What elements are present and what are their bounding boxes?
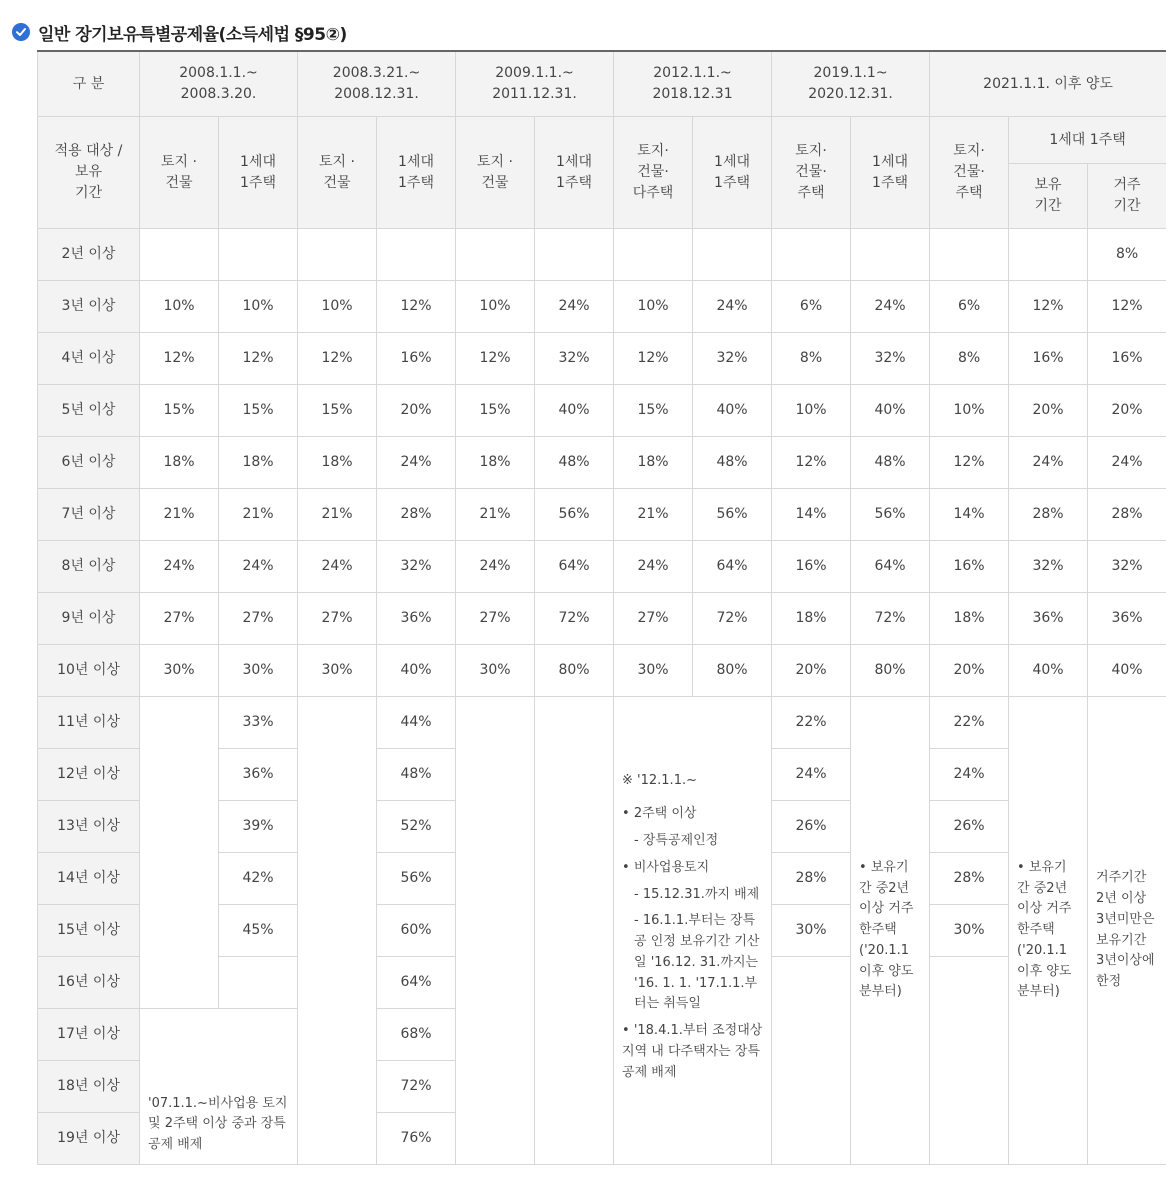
rate-cell: 14% [772, 489, 851, 541]
rate-cell: 10% [614, 281, 693, 333]
rate-cell: 16% [930, 541, 1009, 593]
rate-cell: 18% [140, 437, 219, 489]
rate-cell: 24% [140, 541, 219, 593]
header-row-label: 적용 대상 / 보유 기간 [38, 117, 140, 229]
rate-cell: 72% [693, 593, 772, 645]
rate-cell: 56% [693, 489, 772, 541]
rate-cell: 27% [140, 593, 219, 645]
rate-cell: 20% [930, 645, 1009, 697]
header-p4-land: 토지· 건물· 다주택 [614, 117, 693, 229]
empty-cell [140, 697, 219, 1009]
row-label: 8년 이상 [38, 541, 140, 593]
rate-cell: 24% [535, 281, 614, 333]
rate-cell: 56% [851, 489, 930, 541]
rate-cell: 80% [851, 645, 930, 697]
row-label: 16년 이상 [38, 957, 140, 1009]
header-gubun: 구 분 [38, 51, 140, 117]
rate-cell: 30% [614, 645, 693, 697]
rate-cell: 20% [772, 645, 851, 697]
rate-cell: 24% [456, 541, 535, 593]
rate-cell: 39% [219, 801, 298, 853]
rate-cell: 18% [614, 437, 693, 489]
rate-cell: 16% [772, 541, 851, 593]
table-row [38, 229, 1167, 281]
rate-cell: 12% [219, 333, 298, 385]
rate-cell: 28% [1009, 489, 1088, 541]
rate-cell [1009, 229, 1088, 281]
rate-cell: 18% [219, 437, 298, 489]
rate-cell: 15% [298, 385, 377, 437]
table-row [38, 541, 1167, 593]
rate-cell: 32% [693, 333, 772, 385]
rate-cell: 30% [772, 905, 851, 957]
rate-cell [219, 229, 298, 281]
rate-cell: 21% [219, 489, 298, 541]
note-p6-hold: • 보유기간 중2년 이상 거주 한주택 ('20.1.1 이후 양도분부터) [1009, 697, 1088, 1165]
rate-cell [377, 229, 456, 281]
rate-cell [456, 229, 535, 281]
header-p1-land: 토지 · 건물 [140, 117, 219, 229]
rate-cell: 64% [377, 957, 456, 1009]
header-p2-land: 토지 · 건물 [298, 117, 377, 229]
row-label: 17년 이상 [38, 1009, 140, 1061]
rate-cell: 10% [298, 281, 377, 333]
rate-cell: 18% [456, 437, 535, 489]
row-label: 15년 이상 [38, 905, 140, 957]
rate-cell: 10% [140, 281, 219, 333]
table-row [38, 489, 1167, 541]
header-period-2008-1: 2008.1.1.~ 2008.3.20. [140, 51, 298, 117]
rate-cell: 18% [298, 437, 377, 489]
check-circle-icon [12, 23, 30, 41]
rate-cell: 48% [693, 437, 772, 489]
row-label: 11년 이상 [38, 697, 140, 749]
section-title [12, 18, 347, 46]
rate-cell: 8% [1088, 229, 1166, 281]
table-row [38, 385, 1167, 437]
header-p6-hold: 보유 기간 [1009, 164, 1088, 229]
header-period-2009: 2009.1.1.~ 2011.12.31. [456, 51, 614, 117]
rate-cell: 36% [1088, 593, 1166, 645]
rate-cell: 72% [851, 593, 930, 645]
rate-cell: 16% [1088, 333, 1166, 385]
header-p2-house: 1세대 1주택 [377, 117, 456, 229]
rate-cell: 36% [377, 593, 456, 645]
rate-cell: 12% [298, 333, 377, 385]
rate-cell: 8% [930, 333, 1009, 385]
header-p6-reside: 거주 기간 [1088, 164, 1166, 229]
rate-cell: 56% [535, 489, 614, 541]
header-period-2021: 2021.1.1. 이후 양도 [930, 51, 1166, 117]
rate-cell: 24% [772, 749, 851, 801]
note-p4-item: • '18.4.1.부터 조정대상지역 내 다주택자는 장특공제 배제 [622, 1023, 763, 1080]
header-p3-land: 토지 · 건물 [456, 117, 535, 229]
rate-cell: 36% [1009, 593, 1088, 645]
rate-cell: 28% [930, 853, 1009, 905]
rate-cell: 12% [140, 333, 219, 385]
rate-cell: 22% [930, 697, 1009, 749]
rate-cell: 30% [456, 645, 535, 697]
rate-cell: 24% [377, 437, 456, 489]
row-label: 5년 이상 [38, 385, 140, 437]
rate-cell: 40% [851, 385, 930, 437]
rate-cell: 18% [930, 593, 1009, 645]
note-p4-item: • 2주택 이상 [622, 806, 697, 822]
rate-cell: 30% [930, 905, 1009, 957]
rate-cell: 12% [772, 437, 851, 489]
rate-cell: 32% [851, 333, 930, 385]
note-p4-list [622, 804, 763, 1084]
header-p5-house: 1세대 1주택 [851, 117, 930, 229]
row-label: 6년 이상 [38, 437, 140, 489]
rate-cell: 15% [614, 385, 693, 437]
rate-cell: 10% [930, 385, 1009, 437]
rate-cell: 32% [1088, 541, 1166, 593]
rate-cell [772, 229, 851, 281]
note-p4-item: - 15.12.31.까지 배제 [634, 886, 760, 902]
rate-cell [219, 957, 298, 1009]
rate-cell: 24% [219, 541, 298, 593]
note-p6-reside: 거주기간 2년 이상 3년미만은 보유기간 3년이상에 한정 [1088, 697, 1166, 1165]
rate-cell: 40% [1009, 645, 1088, 697]
rate-cell: 33% [219, 697, 298, 749]
rate-cell: 15% [140, 385, 219, 437]
rate-cell: 24% [298, 541, 377, 593]
rate-cell: 80% [693, 645, 772, 697]
header-row-periods [38, 51, 1167, 117]
header-period-2008-2: 2008.3.21.~ 2008.12.31. [298, 51, 456, 117]
rate-cell [535, 229, 614, 281]
deduction-rate-table-container [37, 50, 1166, 1166]
rate-cell: 6% [930, 281, 1009, 333]
rate-cell: 32% [377, 541, 456, 593]
rate-cell: 24% [1009, 437, 1088, 489]
rate-cell: 64% [535, 541, 614, 593]
note-p4-item: • 비사업용토지 [622, 859, 710, 875]
rate-cell: 24% [693, 281, 772, 333]
rate-cell: 26% [772, 801, 851, 853]
rate-cell: 40% [1088, 645, 1166, 697]
rate-cell: 76% [377, 1113, 456, 1165]
note-p4-head: ※ '12.1.1.~ [622, 773, 697, 789]
rate-cell: 21% [614, 489, 693, 541]
table-row [38, 697, 1167, 749]
rate-cell [851, 229, 930, 281]
rate-cell: 80% [535, 645, 614, 697]
row-label: 13년 이상 [38, 801, 140, 853]
rate-cell: 18% [772, 593, 851, 645]
rate-cell: 21% [456, 489, 535, 541]
rate-cell: 24% [930, 749, 1009, 801]
rate-cell: 48% [851, 437, 930, 489]
rate-cell: 48% [535, 437, 614, 489]
rate-cell [693, 229, 772, 281]
rate-cell: 10% [772, 385, 851, 437]
rate-cell: 30% [298, 645, 377, 697]
rate-cell: 36% [219, 749, 298, 801]
rate-cell: 56% [377, 853, 456, 905]
header-p5-land: 토지· 건물· 주택 [772, 117, 851, 229]
rate-cell: 6% [772, 281, 851, 333]
rate-cell: 28% [772, 853, 851, 905]
row-label: 14년 이상 [38, 853, 140, 905]
header-p3-house: 1세대 1주택 [535, 117, 614, 229]
rate-cell: 30% [140, 645, 219, 697]
rate-cell: 44% [377, 697, 456, 749]
rate-cell: 40% [693, 385, 772, 437]
rate-cell: 40% [535, 385, 614, 437]
rate-cell: 15% [219, 385, 298, 437]
row-label: 18년 이상 [38, 1061, 140, 1113]
rate-cell: 12% [456, 333, 535, 385]
rate-cell: 20% [377, 385, 456, 437]
rate-cell: 16% [377, 333, 456, 385]
rate-cell: 10% [456, 281, 535, 333]
rate-cell: 8% [772, 333, 851, 385]
rate-cell: 27% [614, 593, 693, 645]
row-label: 2년 이상 [38, 229, 140, 281]
rate-cell: 27% [298, 593, 377, 645]
rate-cell: 30% [219, 645, 298, 697]
rate-cell: 40% [377, 645, 456, 697]
rate-cell: 52% [377, 801, 456, 853]
rate-cell [140, 229, 219, 281]
rate-cell: 72% [535, 593, 614, 645]
note-p4-item: - 16.1.1.부터는 장특공 인정 보유기간 기산일 '16.12. 31.까지는 '16. 1. 1. '17.1.1.부터는 취득일 [634, 913, 760, 1012]
rate-cell: 24% [1088, 437, 1166, 489]
rate-cell [614, 229, 693, 281]
rate-cell: 32% [1009, 541, 1088, 593]
note-p4-item: - 장특공제인정 [634, 832, 719, 848]
rate-cell: 27% [219, 593, 298, 645]
empty-cell [298, 697, 377, 1165]
row-label: 7년 이상 [38, 489, 140, 541]
rate-cell: 42% [219, 853, 298, 905]
rate-cell: 21% [140, 489, 219, 541]
table-row [38, 437, 1167, 489]
rate-cell: 20% [1009, 385, 1088, 437]
rate-cell: 68% [377, 1009, 456, 1061]
rate-cell: 64% [851, 541, 930, 593]
row-label: 3년 이상 [38, 281, 140, 333]
rate-cell: 14% [930, 489, 1009, 541]
rate-cell: 32% [535, 333, 614, 385]
rate-cell: 48% [377, 749, 456, 801]
table-row [38, 645, 1167, 697]
empty-cell [456, 697, 535, 1165]
rate-cell: 26% [930, 801, 1009, 853]
rate-cell: 60% [377, 905, 456, 957]
page-title: 일반 장기보유특별공제율(소득세법 §95②) [38, 24, 347, 45]
row-label: 12년 이상 [38, 749, 140, 801]
row-label: 10년 이상 [38, 645, 140, 697]
header-p1-house: 1세대 1주택 [219, 117, 298, 229]
rate-cell: 28% [377, 489, 456, 541]
table-row [38, 593, 1167, 645]
empty-cell [772, 957, 851, 1165]
rate-cell [298, 229, 377, 281]
empty-cell [535, 697, 614, 1165]
header-period-2019: 2019.1.1~ 2020.12.31. [772, 51, 930, 117]
rate-cell: 64% [693, 541, 772, 593]
rate-cell: 10% [219, 281, 298, 333]
rate-cell [930, 229, 1009, 281]
rate-cell: 22% [772, 697, 851, 749]
header-p4-house: 1세대 1주택 [693, 117, 772, 229]
rate-cell: 24% [851, 281, 930, 333]
header-row-targets [38, 117, 1167, 164]
rate-cell: 12% [377, 281, 456, 333]
row-label: 9년 이상 [38, 593, 140, 645]
rate-cell: 12% [930, 437, 1009, 489]
deduction-rate-table [37, 50, 1166, 1165]
rate-cell: 21% [298, 489, 377, 541]
empty-cell [930, 957, 1009, 1165]
rate-cell: 45% [219, 905, 298, 957]
rate-cell: 20% [1088, 385, 1166, 437]
rate-cell: 16% [1009, 333, 1088, 385]
rate-cell: 72% [377, 1061, 456, 1113]
rate-cell: 12% [1009, 281, 1088, 333]
header-p6-group: 1세대 1주택 [1009, 117, 1166, 164]
rate-cell: 15% [456, 385, 535, 437]
row-label: 4년 이상 [38, 333, 140, 385]
note-p4 [614, 697, 772, 1165]
rate-cell: 12% [1088, 281, 1166, 333]
rate-cell: 28% [1088, 489, 1166, 541]
header-period-2012: 2012.1.1.~ 2018.12.31 [614, 51, 772, 117]
rate-cell: 27% [456, 593, 535, 645]
note-p1-exclusion: '07.1.1.~비사업용 토지 및 2주택 이상 중과 장특공제 배제 [140, 1009, 298, 1165]
note-p5-house: • 보유기간 중2년 이상 거주 한주택 ('20.1.1 이후 양도분부터) [851, 697, 930, 1165]
table-row [38, 333, 1167, 385]
row-label: 19년 이상 [38, 1113, 140, 1165]
rate-cell: 12% [614, 333, 693, 385]
table-row [38, 281, 1167, 333]
rate-cell: 24% [614, 541, 693, 593]
header-p6-land: 토지· 건물· 주택 [930, 117, 1009, 229]
